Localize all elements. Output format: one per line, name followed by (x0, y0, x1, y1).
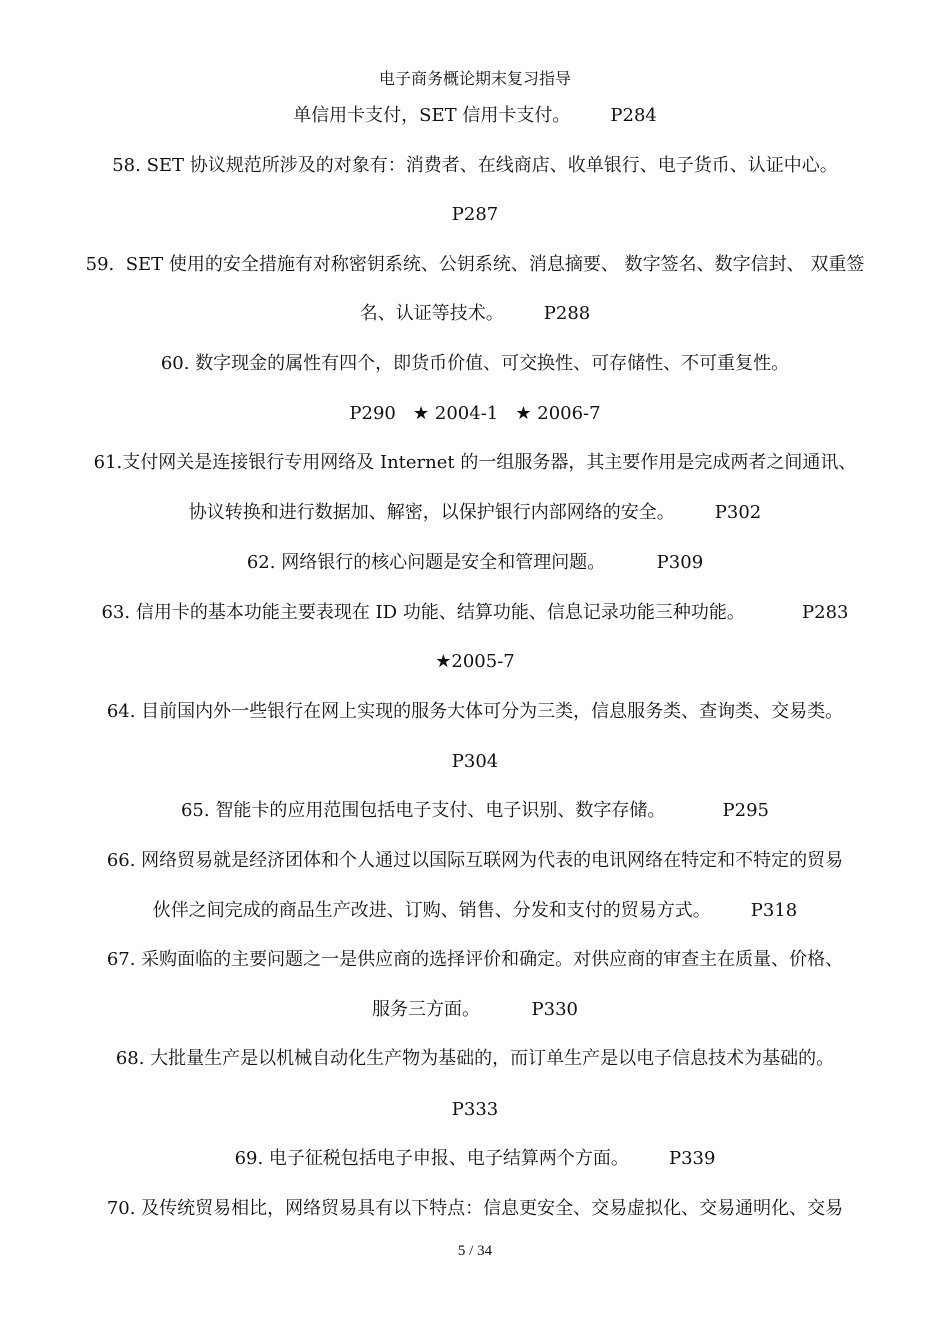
text-line: P290 ★ 2004-1 ★ 2006-7 (349, 403, 601, 424)
page-header-title: 电子商务概论期末复习指导 (378, 69, 571, 88)
text-line: 69. 电子征税包括电子申报、电子结算两个方面。 P339 (234, 1148, 716, 1169)
text-line: 67. 采购面临的主要问题之一是供应商的选择评价和确定。对供应商的审查主在质量、价格、 (106, 949, 844, 970)
text-line: 70. 及传统贸易相比，网络贸易具有以下特点：信息更安全、交易虚拟化、交易通明化、交易 (106, 1198, 844, 1219)
text-line: 64. 目前国内外一些银行在网上实现的服务大体可分为三类，信息服务类、查询类、交易类。 (106, 701, 844, 722)
text-line: 62. 网络银行的核心问题是安全和管理问题。 P309 (246, 552, 704, 573)
text-line: 65. 智能卡的应用范围包括电子支付、电子识别、数字存储。 P295 (180, 800, 770, 821)
text-line: P333 (451, 1099, 499, 1120)
text-line: 66. 网络贸易就是经济团体和个人通过以国际互联网为代表的电讯网络在特定和不特定的贸易 (106, 850, 844, 871)
text-line: 单信用卡支付，SET 信用卡支付。 P284 (293, 105, 657, 126)
text-line: 服务三方面。 P330 (372, 999, 578, 1020)
text-line: ★2005-7 (435, 651, 515, 672)
text-line: 68. 大批量生产是以机械自动化生产物为基础的，而订单生产是以电子信息技术为基础的。 (115, 1048, 835, 1069)
text-line: P304 (451, 751, 499, 772)
text-line: P287 (451, 204, 499, 225)
text-line: 63. 信用卡的基本功能主要表现在 ID 功能、结算功能、信息记录功能三种功能。 P283 (101, 602, 849, 623)
text-line: 60. 数字现金的属性有四个，即货币价值、可交换性、可存储性、不可重复性。 (160, 353, 790, 374)
text-line: 58. SET 协议规范所涉及的对象有：消费者、在线商店、收单银行、电子货币、认证中心。 (112, 155, 838, 176)
text-line: 61.支付网关是连接银行专用网络及 Internet 的一组服务器，其主要作用是完成两者之间通讯、 (93, 452, 857, 473)
page-number: 5 / 34 (457, 1243, 493, 1259)
text-line: 伙伴之间完成的商品生产改进、订购、销售、分发和支付的贸易方式。 P318 (152, 900, 798, 921)
text-line: 59. SET 使用的安全措施有对称密钥系统、公钥系统、消息摘要、 数字签名、数字信封、 双重签 (85, 254, 865, 275)
text-line: 协议转换和进行数据加、解密，以保护银行内部网络的安全。 P302 (188, 502, 762, 523)
text-line: 名、认证等技术。 P288 (359, 303, 591, 324)
